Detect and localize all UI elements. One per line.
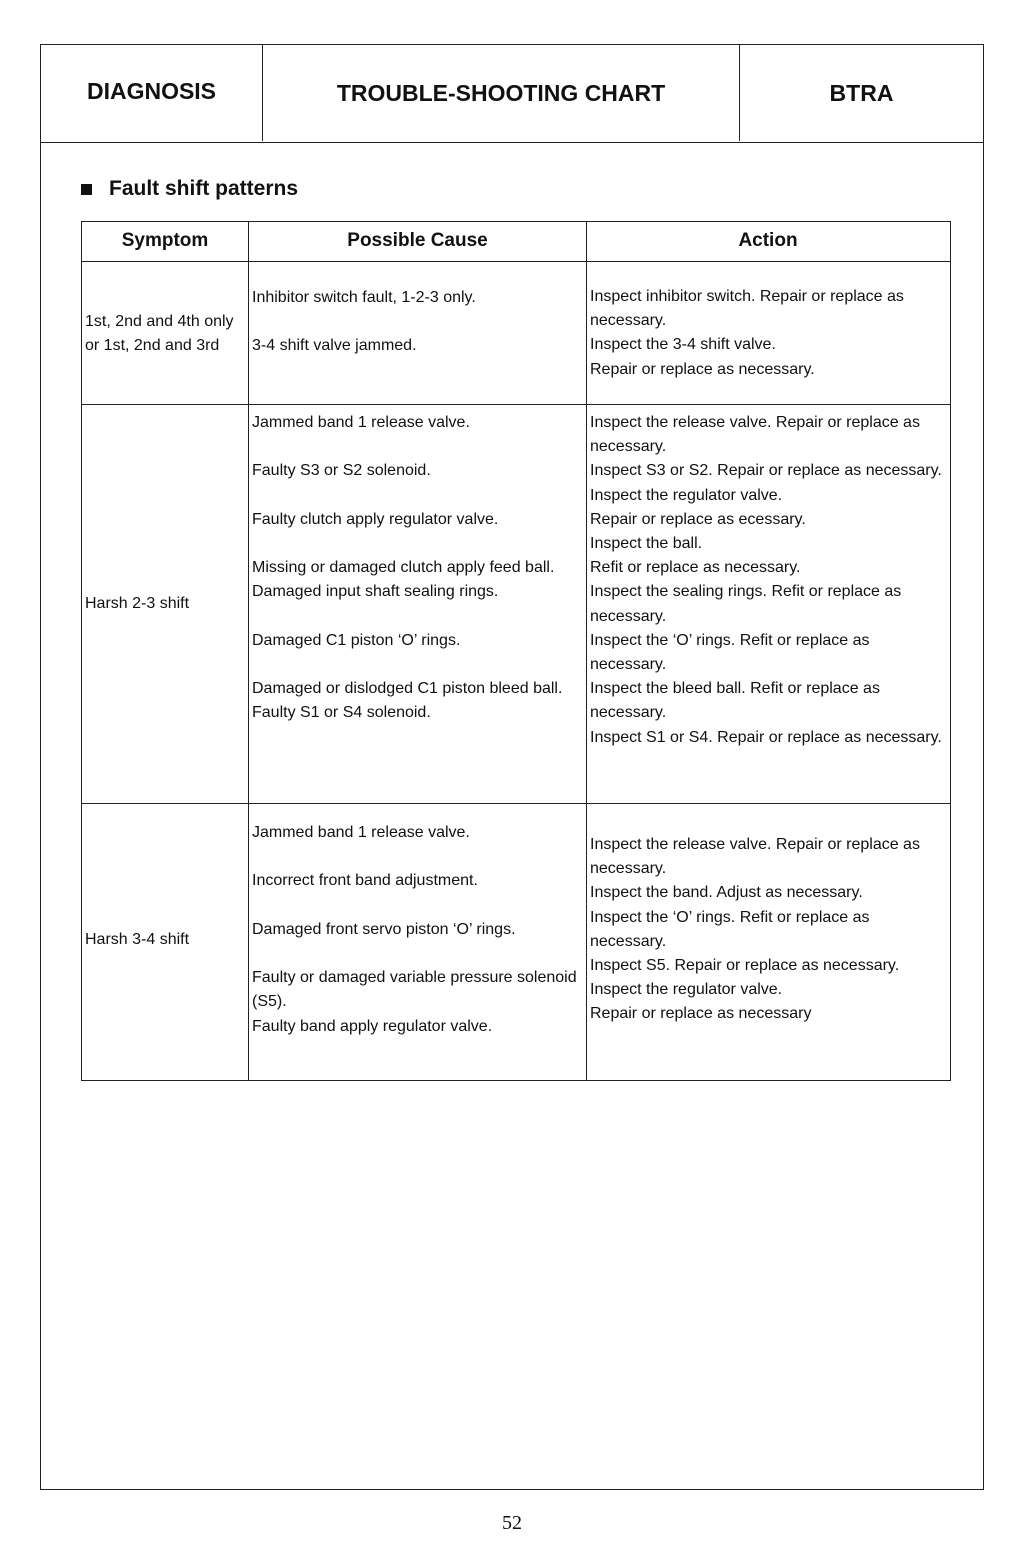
cause-cell bbox=[249, 262, 587, 404]
section-title: Fault shift patterns bbox=[109, 177, 299, 200]
column-header-symptom: Symptom bbox=[82, 222, 249, 261]
column-header-possible-cause: Possible Cause bbox=[249, 222, 587, 261]
symptom-text: Harsh 3-4 shift bbox=[85, 930, 190, 948]
action-item: Repair or replace as necessary bbox=[590, 1005, 812, 1023]
action-item: Inspect inhibitor switch. Repair or replace as necessary. bbox=[590, 288, 904, 330]
action-item: Inspect the 3-4 shift valve. bbox=[590, 336, 776, 354]
column-header-action: Action bbox=[738, 230, 798, 252]
cause-item: Faulty band apply regulator valve. bbox=[252, 1017, 493, 1035]
table-row bbox=[81, 405, 951, 804]
square-bullet-icon bbox=[81, 184, 92, 195]
symptom-text: 1st, 2nd and 4th only or 1st, 2nd and 3rd bbox=[85, 312, 234, 354]
cause-item: Faulty clutch apply regulator valve. bbox=[252, 510, 499, 528]
document-header bbox=[41, 45, 983, 143]
action-item: Inspect the release valve. Repair or replace as necessary. bbox=[590, 836, 920, 878]
table-header-row bbox=[81, 221, 951, 262]
cause-cell bbox=[249, 405, 587, 803]
action-item: Repair or replace as necessary. bbox=[590, 360, 815, 378]
cause-item: Faulty S3 or S2 solenoid. bbox=[252, 462, 431, 480]
action-item: Inspect S3 or S2. Repair or replace as necessary. bbox=[590, 462, 942, 480]
symptom-text: Harsh 2-3 shift bbox=[85, 594, 190, 612]
page-number: 52 bbox=[502, 1512, 522, 1534]
table-row bbox=[81, 804, 951, 1081]
action-item: Inspect the bleed ball. Refit or replace as necessary. bbox=[590, 680, 880, 722]
cause-item: Damaged input shaft sealing rings. bbox=[252, 583, 499, 601]
symptom-cell bbox=[82, 262, 249, 404]
cause-item: Faulty or damaged variable pressure solenoid (S5). bbox=[252, 969, 577, 1011]
action-item: Inspect the regulator valve. bbox=[590, 486, 783, 504]
action-item: Inspect the ‘O’ rings. Refit or replace as necessary. bbox=[590, 908, 870, 950]
action-cell bbox=[587, 405, 949, 803]
symptom-cell bbox=[82, 804, 249, 1080]
action-item: Inspect the release valve. Repair or replace as necessary. bbox=[590, 414, 920, 456]
cause-item: Inhibitor switch fault, 1-2-3 only. bbox=[252, 289, 476, 306]
header-btra: BTRA bbox=[829, 79, 894, 106]
trouble-shooting-table bbox=[81, 221, 951, 1081]
action-item: Inspect the ‘O’ rings. Refit or replace as necessary. bbox=[590, 631, 870, 674]
cause-item: Jammed band 1 release valve. bbox=[252, 414, 470, 431]
action-item: Inspect the band. Adjust as necessary. bbox=[590, 884, 863, 902]
action-item: Repair or replace as ecessary. bbox=[590, 510, 806, 528]
action-cell bbox=[587, 262, 949, 404]
action-item: Inspect S5. Repair or replace as necessary. bbox=[590, 957, 900, 975]
table-row bbox=[81, 262, 951, 405]
action-item: Inspect the regulator valve. bbox=[590, 981, 783, 999]
header-diagnosis: DIAGNOSIS bbox=[41, 45, 263, 141]
cause-item: Faulty S1 or S4 solenoid. bbox=[252, 704, 431, 722]
action-item: Inspect the ball. bbox=[590, 535, 703, 553]
action-item: Inspect S1 or S4. Repair or replace as necessary. bbox=[590, 728, 942, 746]
cause-cell bbox=[249, 804, 587, 1080]
action-cell bbox=[587, 804, 949, 1080]
cause-item: 3-4 shift valve jammed. bbox=[252, 337, 417, 355]
header-title: TROUBLE-SHOOTING CHART bbox=[263, 45, 740, 141]
section-heading bbox=[81, 177, 298, 201]
action-item: Refit or replace as necessary. bbox=[590, 559, 801, 577]
cause-item: Damaged C1 piston ‘O’ rings. bbox=[252, 631, 461, 649]
cause-item: Incorrect front band adjustment. bbox=[252, 872, 478, 890]
cause-item: Jammed band 1 release valve. bbox=[252, 824, 470, 841]
action-item: Inspect the sealing rings. Refit or replace as necessary. bbox=[590, 583, 902, 625]
symptom-cell bbox=[82, 405, 249, 803]
cause-item: Damaged front servo piston ‘O’ rings. bbox=[252, 920, 516, 938]
page-frame bbox=[40, 44, 984, 1490]
cause-item: Missing or damaged clutch apply feed ball. bbox=[252, 559, 555, 577]
cause-item: Damaged or dislodged C1 piston bleed ball. bbox=[252, 680, 563, 698]
